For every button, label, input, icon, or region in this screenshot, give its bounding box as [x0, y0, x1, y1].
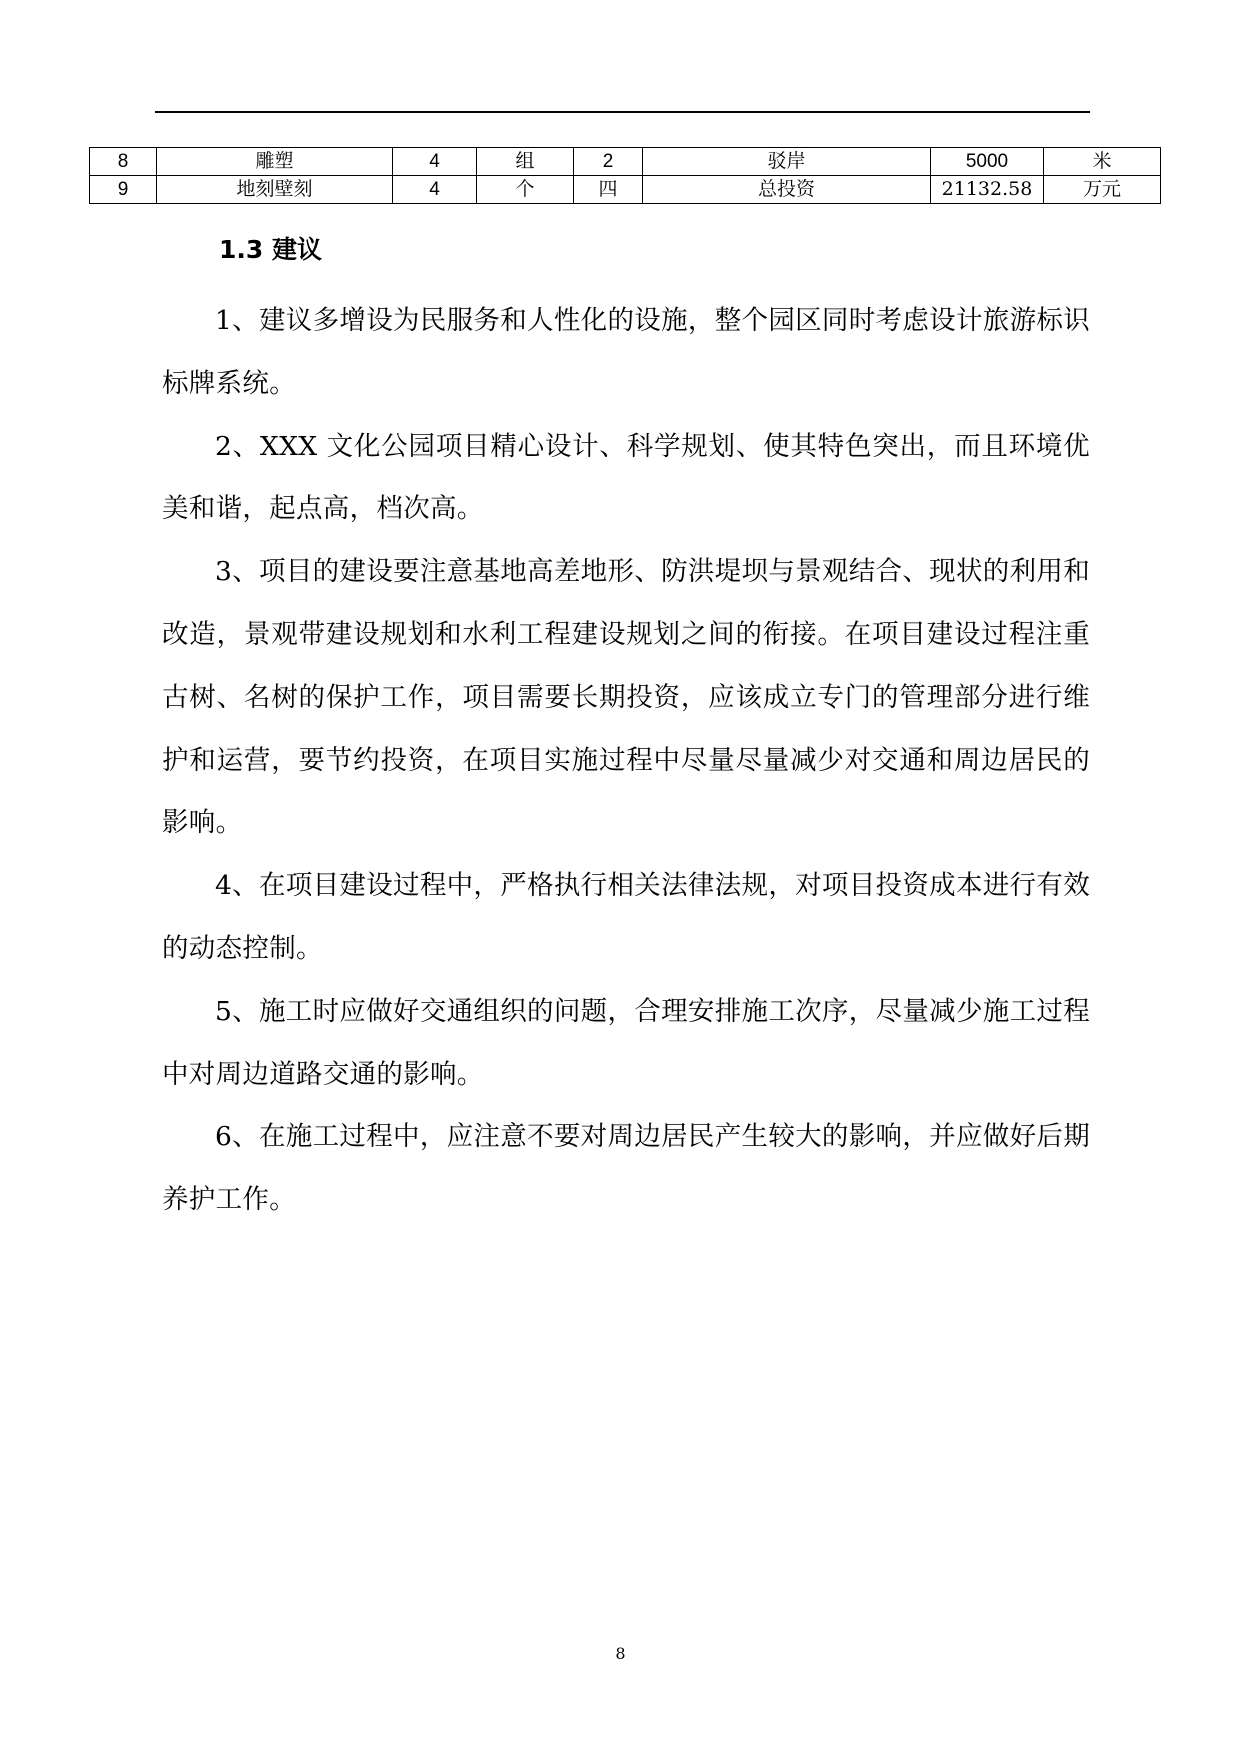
section-title: 1.3 建议	[219, 235, 322, 264]
table-cell: 个	[477, 176, 574, 204]
table-row	[90, 176, 1161, 204]
table-cell: 8	[90, 148, 157, 176]
table-cell: 9	[90, 176, 157, 204]
table-cell: 组	[477, 148, 574, 176]
table-cell: 地刻壁刻	[157, 176, 393, 204]
table-cell: 4	[393, 148, 477, 176]
table-cell: 万元	[1044, 176, 1161, 204]
paragraph: 1、建议多增设为民服务和人性化的设施，整个园区同时考虑设计旅游标识标牌系统。	[162, 305, 1090, 399]
recommendations-body	[162, 290, 1090, 1232]
table-cell: 2	[574, 148, 643, 176]
table-cell: 4	[393, 176, 477, 204]
summary-table	[89, 147, 1161, 204]
table-cell: 5000	[931, 148, 1044, 176]
header-rule	[155, 111, 1090, 113]
paragraph: 3、项目的建设要注意基地高差地形、防洪堤坝与景观结合、现状的利用和改造，景观带建设规划和水利工程建设规划之间的衔接。在项目建设过程注重古树、名树的保护工作，项目需要长期投资，应该成立专门的管理部分进行维护和运营，要节约投资，在项目实施过程中尽量尽量减少对交通和周边居民的影响。	[162, 556, 1090, 839]
table-cell: 驳岸	[643, 148, 931, 176]
paragraph: 6、在施工过程中，应注意不要对周边居民产生较大的影响，并应做好后期养护工作。	[162, 1121, 1090, 1216]
page-number: 8	[615, 1644, 626, 1663]
table-cell: 雕塑	[157, 148, 393, 176]
paragraph: 5、施工时应做好交通组织的问题，合理安排施工次序，尽量减少施工过程中对周边道路交通的影响。	[162, 995, 1090, 1090]
table-cell: 总投资	[643, 176, 931, 204]
paragraph: 4、在项目建设过程中，严格执行相关法律法规，对项目投资成本进行有效的动态控制。	[162, 870, 1090, 964]
table-cell: 四	[574, 176, 643, 204]
table-cell: 21132.58	[931, 176, 1044, 204]
table-row	[90, 148, 1161, 176]
table-cell: 米	[1044, 148, 1161, 176]
paragraph: 2、XXX 文化公园项目精心设计、科学规划、使其特色突出，而且环境优美和谐，起点高，档次高。	[162, 430, 1090, 525]
